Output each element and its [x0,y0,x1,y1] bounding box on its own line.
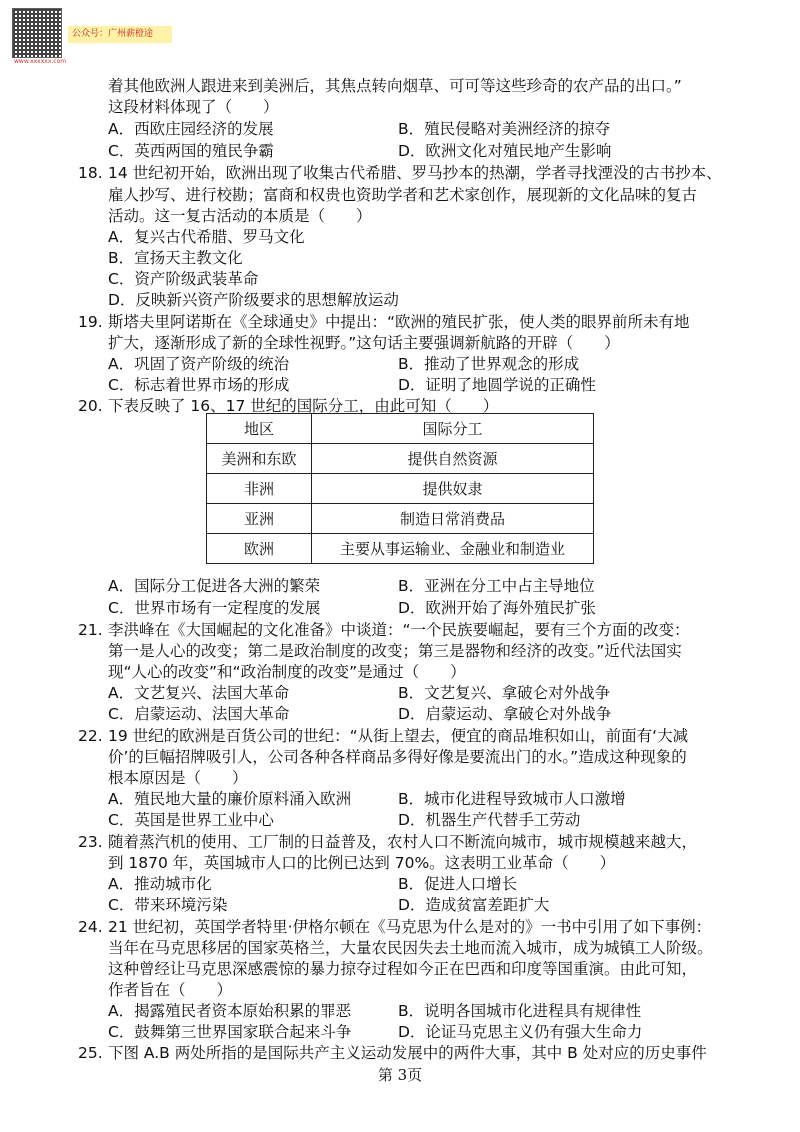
q24-option-d: D．论证马克思主义仍有强大生命力 [398,1023,643,1041]
q21-option-c: C．启蒙运动、法国大革命 [108,705,290,723]
table-row [207,504,594,534]
table-header-division: 国际分工 [312,414,594,444]
q22-line2: 价’的巨幅招牌吸引人，公司各种各样商品多得好像是要流出门的水。”造成这种现象的 [108,748,687,766]
q21-option-a: A．文艺复兴、法国大革命 [108,684,290,702]
q20-option-b: B．亚洲在分工中占主导地位 [398,577,595,595]
q24-option-c: C．鼓舞第三世界国家联合起来斗争 [108,1023,352,1041]
division-of-labor-table [206,413,594,564]
q21-option-d: D．启蒙运动、拿破仑对外战争 [398,705,612,723]
table-cell-region: 亚洲 [207,504,312,534]
q23-line1: 随着蒸汽机的使用、工厂制的日益普及，农村人口不断流向城市，城市规模越来越大， [108,833,698,851]
q17-option-b: B．殖民侵略对美洲经济的掠夺 [398,120,611,138]
table-cell-division: 主要从事运输业、金融业和制造业 [312,534,594,564]
q19-number: 19. [78,313,103,331]
q22-line3: 根本原因是（ ） [108,769,248,787]
q24-line3: 这种曾经让马克思深感震惊的暴力掠夺过程如今正在巴西和印度等国重演。由此可知， [108,960,698,978]
q21-line3: 现“人心的改变”和“政治制度的改变”是通过（ ） [108,663,466,681]
q23-option-c: C．带来环境污染 [108,896,228,914]
q19-option-c: C．标志着世界市场的形成 [108,376,290,394]
table-cell-division: 提供自然资源 [312,444,594,474]
page-number: 第 3页 [377,1066,423,1084]
q22-option-d: D．机器生产代替手工劳动 [398,811,581,829]
q17-continuation: 着其他欧洲人跟进来到美洲后，其焦点转向烟草、可可等这些珍奇的农产品的出口。” [108,77,682,95]
qr-code-icon [12,8,62,58]
table-header-row [207,414,594,444]
q19-option-d: D．证明了地圆学说的正确性 [398,376,596,394]
q21-number: 21. [78,621,103,639]
q20-option-a: A．国际分工促进各大洲的繁荣 [108,577,321,595]
q19-option-a: A．巩固了资产阶级的统治 [108,355,290,373]
q25-line1: 下图 A.B 两处所指的是国际共产主义运动发展中的两件大事，其中 B 处对应的历史事件 [108,1044,707,1062]
q22-option-b: B．城市化进程导致城市人口激增 [398,790,626,808]
q23-option-d: D．造成贫富差距扩大 [398,896,550,914]
table-cell-region: 美洲和东欧 [207,444,312,474]
q20-number: 20. [78,397,103,415]
q18-option-b: B．宣扬天主教文化 [108,249,243,267]
q17-option-c: C．英西两国的殖民争霸 [108,142,274,160]
q22-line1: 19 世纪的欧洲是百货公司的世纪：“从街上望去，便宜的商品堆积如山，前面有‘大减 [108,727,689,745]
q22-number: 22. [78,727,103,745]
q21-line2: 第一是人心的改变；第二是政治制度的改变；第三是器物和经济的改变。”近代法国实 [108,642,682,660]
table-cell-division: 提供奴隶 [312,474,594,504]
q24-number: 24. [78,918,103,936]
q19-line1: 斯塔夫里阿诺斯在《全球通史》中提出：“欧洲的殖民扩张，使人类的眼界前所未有地 [108,313,690,331]
q24-option-b: B．说明各国城市化进程具有规律性 [398,1002,642,1020]
qr-caption: www.xxxxxx.com [14,58,67,65]
q17-option-d: D．欧洲文化对殖民地产生影响 [398,142,612,160]
q25-number: 25. [78,1044,103,1062]
q20-line1: 下表反映了 16、17 世纪的国际分工，由此可知（ ） [108,397,499,415]
table-cell-region: 欧洲 [207,534,312,564]
q18-line3: 活动。这一复古活动的本质是（ ） [108,207,372,225]
q18-option-a: A．复兴古代希腊、罗马文化 [108,228,305,246]
q17-option-a: A．西欧庄园经济的发展 [108,120,274,138]
table-row [207,534,594,564]
q22-option-a: A．殖民地大量的廉价原料涌入欧洲 [108,790,352,808]
q19-line2: 扩大，逐渐形成了新的全球性视野。”这句话主要强调新航路的开辟（ ） [108,334,620,352]
q24-line2: 当年在马克思移居的国家英格兰，大量农民因失去土地而流入城市，成为城镇工人阶级。 [108,939,713,957]
table-row [207,474,594,504]
brand-banner: 公众号：广州薪橙途 [68,26,172,43]
table-cell-region: 非洲 [207,474,312,504]
q24-line1: 21 世纪初，英国学者特里·伊格尔顿在《马克思为什么是对的》一书中引用了如下事例： [108,918,712,936]
table-header-region: 地区 [207,414,312,444]
table-cell-division: 制造日常消费品 [312,504,594,534]
q21-line1: 李洪峰在《大国崛起的文化准备》中谈道：“一个民族要崛起，要有三个方面的改变： [108,621,690,639]
q22-option-c: C．英国是世界工业中心 [108,811,274,829]
q24-line4: 作者旨在（ ） [108,981,233,999]
q18-option-c: C．资产阶级武装革命 [108,270,259,288]
q18-line2: 雇人抄写、进行校勘；富商和权贵也资助学者和艺术家创作，展现新的文化品味的复古 [108,186,698,204]
q18-line1: 14 世纪初开始，欧洲出现了收集古代希腊、罗马抄本的热潮，学者寻找湮没的古书抄本、 [108,164,722,182]
q20-option-d: D．欧洲开始了海外殖民扩张 [398,599,596,617]
q21-option-b: B．文艺复兴、拿破仑对外战争 [398,684,611,702]
q24-option-a: A．揭露殖民者资本原始积累的罪恶 [108,1002,352,1020]
q18-option-d: D．反映新兴资产阶级要求的思想解放运动 [108,291,399,309]
q19-option-b: B．推动了世界观念的形成 [398,355,580,373]
q17-stem: 这段材料体现了（ ） [108,98,279,116]
q23-option-a: A．推动城市化 [108,875,212,893]
q18-number: 18. [78,164,103,182]
q23-option-b: B．促进人口增长 [398,875,518,893]
q23-number: 23. [78,833,103,851]
q23-line2: 到 1870 年，英国城市人口的比例已达到 70%。这表明工业革命（ ） [108,854,616,872]
q20-option-c: C．世界市场有一定程度的发展 [108,599,321,617]
table-row [207,444,594,474]
